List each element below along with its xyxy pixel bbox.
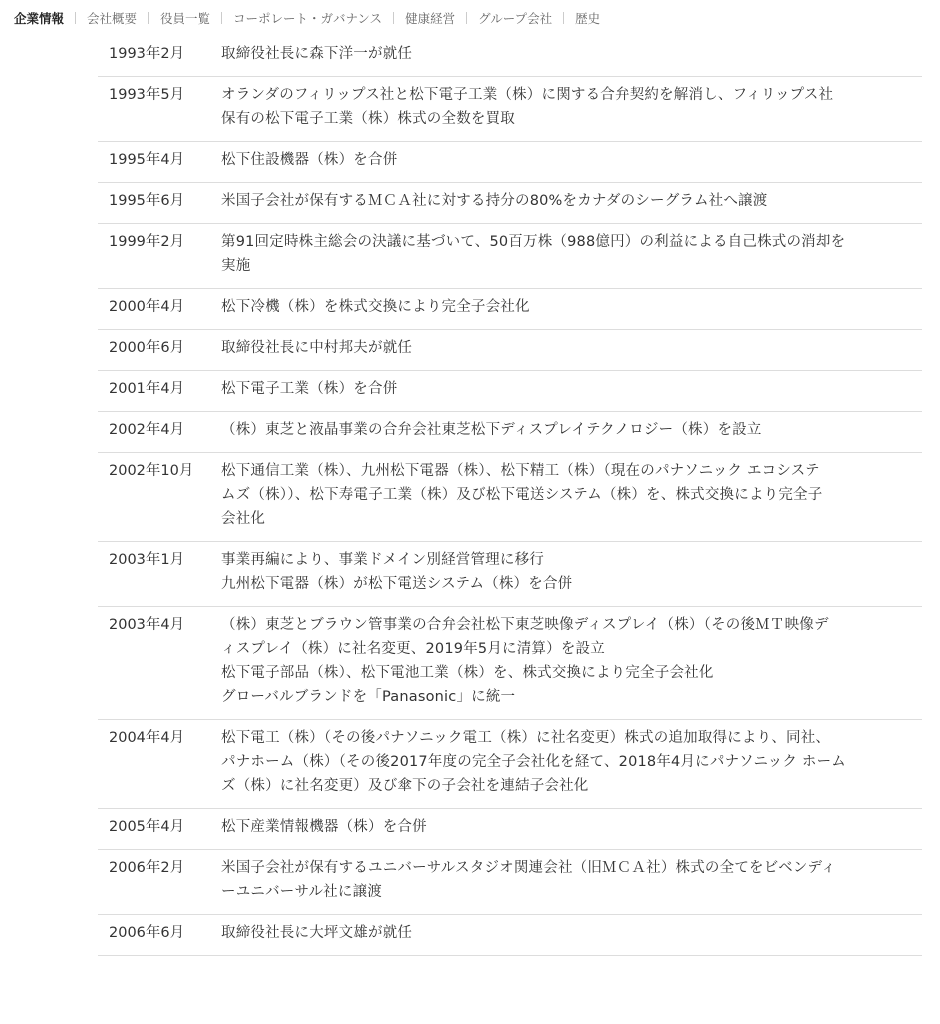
nav-item-group-companies[interactable]: グループ会社 — [478, 11, 553, 26]
history-date: 1999年2月 — [109, 234, 185, 250]
history-date: 2003年1月 — [109, 552, 185, 568]
history-row — [98, 330, 922, 371]
history-row — [98, 371, 922, 412]
history-row — [98, 142, 922, 183]
history-description-line: ィスプレイ（株）に社名変更、2019年5月に清算）を設立 — [221, 641, 605, 657]
history-description-line: 松下住設機器（株）を合併 — [221, 152, 398, 168]
history-description-line: 取締役社長に中村邦夫が就任 — [221, 340, 413, 356]
nav-item-corporate-governance[interactable]: コーポレート・ガバナンス — [233, 11, 383, 26]
history-description — [221, 921, 922, 945]
history-description-line: 九州松下電器（株）が松下電送システム（株）を合併 — [221, 576, 573, 592]
history-description-line: 取締役社長に大坪文雄が就任 — [221, 925, 413, 941]
nav-item-company-overview[interactable]: 会社概要 — [87, 11, 138, 26]
history-description — [221, 42, 922, 66]
history-description — [221, 148, 922, 172]
history-description — [221, 548, 922, 596]
history-row — [98, 607, 922, 720]
history-description — [221, 856, 922, 904]
history-description — [221, 189, 922, 213]
history-date: 2000年4月 — [109, 299, 185, 315]
history-description — [221, 418, 922, 442]
history-description-line: ズ（株）に社名変更）及び傘下の子会社を連結子会社化 — [221, 778, 589, 794]
nav-divider — [563, 12, 564, 24]
history-row — [98, 542, 922, 607]
history-description-line: 第91回定時株主総会の決議に基づいて、50百万株（988億円）の利益による自己株式の消却を — [221, 234, 846, 250]
history-date: 2006年6月 — [109, 925, 185, 941]
nav-item-health-management[interactable]: 健康経営 — [405, 11, 456, 26]
history-row — [98, 809, 922, 850]
history-description-line: 会社化 — [221, 511, 266, 527]
history-description-line: パナホーム（株）（その後2017年度の完全子会社化を経て、2018年4月にパナソニック ホーム — [221, 754, 846, 770]
nav-divider — [221, 12, 222, 24]
history-date: 2002年4月 — [109, 422, 185, 438]
history-date: 2005年4月 — [109, 819, 185, 835]
history-description — [221, 295, 922, 319]
history-description — [221, 613, 922, 709]
company-info-nav — [0, 0, 940, 36]
history-description-line: ムズ（株））、松下寿電子工業（株）及び松下電送システム（株）を、株式交換により完全子 — [221, 487, 823, 503]
history-description — [221, 83, 922, 131]
history-date: 2001年4月 — [109, 381, 185, 397]
history-description-line: オランダのフィリップス社と松下電子工業（株）に関する合弁契約を解消し、フィリップス社 — [221, 87, 834, 103]
history-description-line: 松下冷機（株）を株式交換により完全子会社化 — [221, 299, 530, 315]
history-row — [98, 453, 922, 542]
history-description — [221, 230, 922, 278]
nav-item-executives[interactable]: 役員一覧 — [160, 11, 211, 26]
history-description-line: 松下通信工業（株）、九州松下電器（株）、松下精工（株）（現在のパナソニック エコシステ — [221, 463, 820, 479]
history-date: 2002年10月 — [109, 463, 194, 479]
history-description-line: 取締役社長に森下洋一が就任 — [221, 46, 413, 62]
nav-item-corporate-info[interactable]: 企業情報 — [14, 11, 65, 26]
history-date: 1995年6月 — [109, 193, 185, 209]
history-date: 2006年2月 — [109, 860, 185, 876]
history-description — [221, 336, 922, 360]
history-description-line: 松下電子工業（株）を合併 — [221, 381, 398, 397]
history-description — [221, 815, 922, 839]
history-description-line: 松下電子部品（株）、松下電池工業（株）を、株式交換により完全子会社化 — [221, 665, 714, 681]
history-row — [98, 77, 922, 142]
nav-divider — [148, 12, 149, 24]
history-description-line: 事業再編により、事業ドメイン別経営管理に移行 — [221, 552, 544, 568]
history-row — [98, 289, 922, 330]
history-date: 2004年4月 — [109, 730, 185, 746]
history-description-line: グローバルブランドを「Panasonic」に統一 — [221, 689, 516, 705]
history-date: 1993年2月 — [109, 46, 185, 62]
history-row — [98, 412, 922, 453]
history-description-line: ーユニバーサル社に譲渡 — [221, 884, 382, 900]
nav-item-history[interactable]: 歴史 — [575, 11, 601, 26]
history-description-line: （株）東芝と液晶事業の合弁会社東芝松下ディスプレイテクノロジー（株）を設立 — [221, 422, 762, 438]
history-row — [98, 183, 922, 224]
history-row — [98, 224, 922, 289]
history-date: 2003年4月 — [109, 617, 185, 633]
history-description-line: 松下電工（株）（その後パナソニック電工（株）に社名変更）株式の追加取得により、同社、 — [221, 730, 831, 746]
history-description — [221, 459, 922, 531]
nav-divider — [466, 12, 467, 24]
nav-divider — [75, 12, 76, 24]
history-row — [98, 720, 922, 809]
history-date: 1993年5月 — [109, 87, 185, 103]
history-description-line: 松下産業情報機器（株）を合併 — [221, 819, 427, 835]
history-timeline — [98, 36, 922, 956]
history-row — [98, 36, 922, 77]
history-description-line: 米国子会社が保有するＭＣＡ社に対する持分の80%をカナダのシーグラム社へ譲渡 — [221, 193, 768, 209]
history-description — [221, 377, 922, 401]
history-description-line: 保有の松下電子工業（株）株式の全数を買取 — [221, 111, 515, 127]
history-row — [98, 850, 922, 915]
history-date: 1995年4月 — [109, 152, 185, 168]
history-description — [221, 726, 922, 798]
history-description-line: （株）東芝とブラウン管事業の合弁会社松下東芝映像ディスプレイ（株）（その後ＭＴ映像デ — [221, 617, 829, 633]
history-date: 2000年6月 — [109, 340, 185, 356]
history-description-line: 実施 — [221, 258, 251, 274]
nav-divider — [393, 12, 394, 24]
history-description-line: 米国子会社が保有するユニバーサルスタジオ関連会社（旧ＭＣＡ社）株式の全てをビベンディ — [221, 860, 836, 876]
history-row — [98, 915, 922, 956]
